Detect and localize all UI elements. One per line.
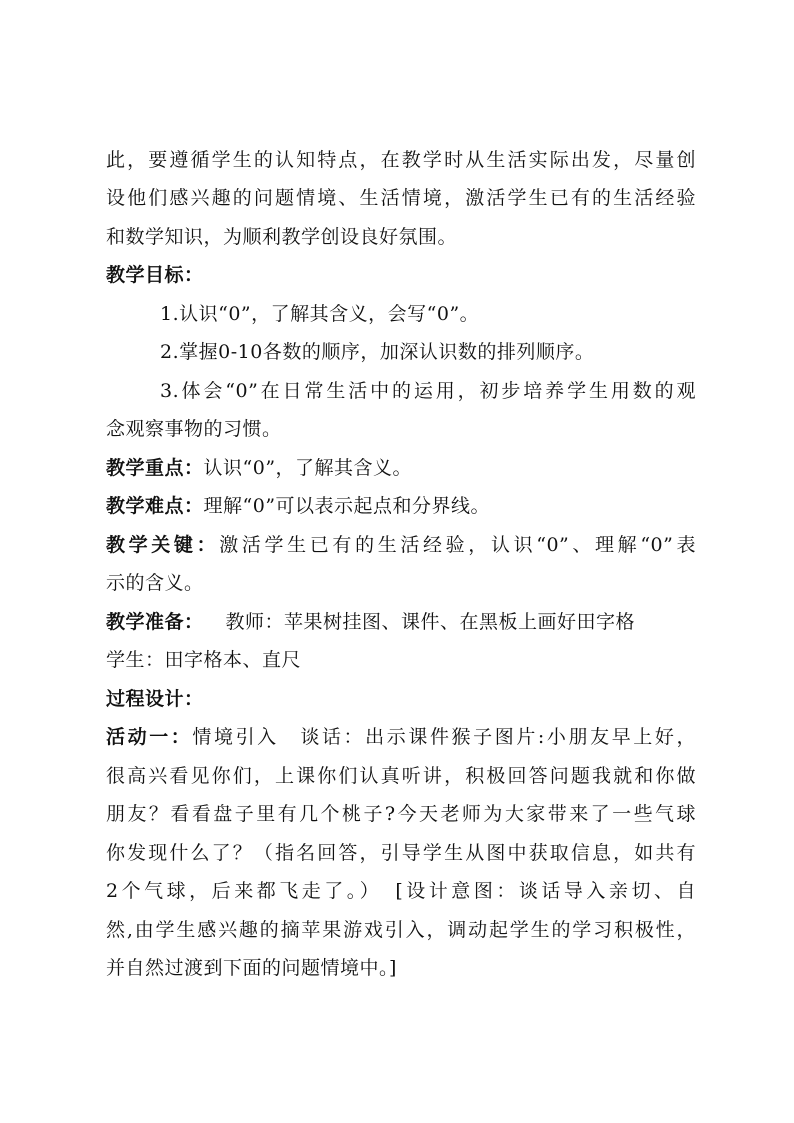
- activity1-text-1: 情境引入 谈话：出示课件猴子图片:小朋友早上好，: [192, 726, 696, 748]
- activity1-line-2: 很高兴看见你们，上课你们认真听讲，积极回答问题我就和你做: [106, 765, 696, 787]
- goal-item-2: 2.掌握0-10各数的顺序，加深认识数的排列顺序。: [160, 341, 595, 363]
- key-point-label: 教学重点：: [106, 457, 204, 479]
- prep-teacher: 教师：苹果树挂图、课件、在黑板上画好田字格: [225, 611, 636, 633]
- difficulty-text: 理解“0”可以表示起点和分界线。: [203, 495, 491, 517]
- activity1-line-5: 2个气球，后来都飞走了。） [设计意图：谈话导入亲切、自: [106, 880, 696, 902]
- intro-line-2: 设他们感兴趣的问题情境、生活情境，激活学生已有的生活经验: [106, 187, 696, 209]
- goal-item-3-line-1: 3.体会“0”在日常生活中的运用，初步培养学生用数的观: [160, 380, 696, 402]
- prep-student: 学生：田字格本、直尺: [106, 649, 302, 671]
- prep-label: 教学准备：: [106, 611, 204, 633]
- key-point-paragraph: [106, 455, 696, 483]
- activity1-line-7: 并自然过渡到下面的问题情境中。]: [106, 957, 397, 979]
- intro-line-3: 和数学知识，为顺利教学创设良好氛围。: [106, 226, 458, 248]
- crux-paragraph: [106, 532, 696, 560]
- key-point-text: 认识“0”，了解其含义。: [203, 457, 413, 479]
- activity1-line-4: 你发现什么了？（指名回答，引导学生从图中获取信息，如共有: [106, 842, 696, 864]
- activity1-line-3: 朋友？看看盘子里有几个桃子?今天老师为大家带来了一些气球: [106, 803, 696, 825]
- intro-line-1: 此，要遵循学生的认知特点，在教学时从生活实际出发，尽量创: [106, 149, 696, 171]
- crux-text-1: 激活学生已有的生活经验，认识“0”、理解“0”表: [219, 534, 696, 556]
- goal-item-1: 1.认识“0”，了解其含义，会写“0”。: [160, 303, 480, 325]
- difficulty-label: 教学难点：: [106, 495, 204, 517]
- crux-label: 教学关键：: [106, 534, 220, 556]
- activity1-line-1: [106, 724, 696, 752]
- crux-text-2: 示的含义。: [106, 572, 204, 594]
- difficulty-paragraph: [106, 493, 696, 521]
- activity1-label: 活动一：: [106, 726, 193, 748]
- process-heading: 过程设计：: [106, 688, 204, 710]
- activity1-line-6: 然,由学生感兴趣的摘苹果游戏引入，调动起学生的学习积极性，: [106, 919, 696, 941]
- goal-item-3-line-2: 念观察事物的习惯。: [106, 418, 282, 440]
- prep-paragraph: [106, 609, 696, 637]
- goals-heading: 教学目标：: [106, 264, 204, 286]
